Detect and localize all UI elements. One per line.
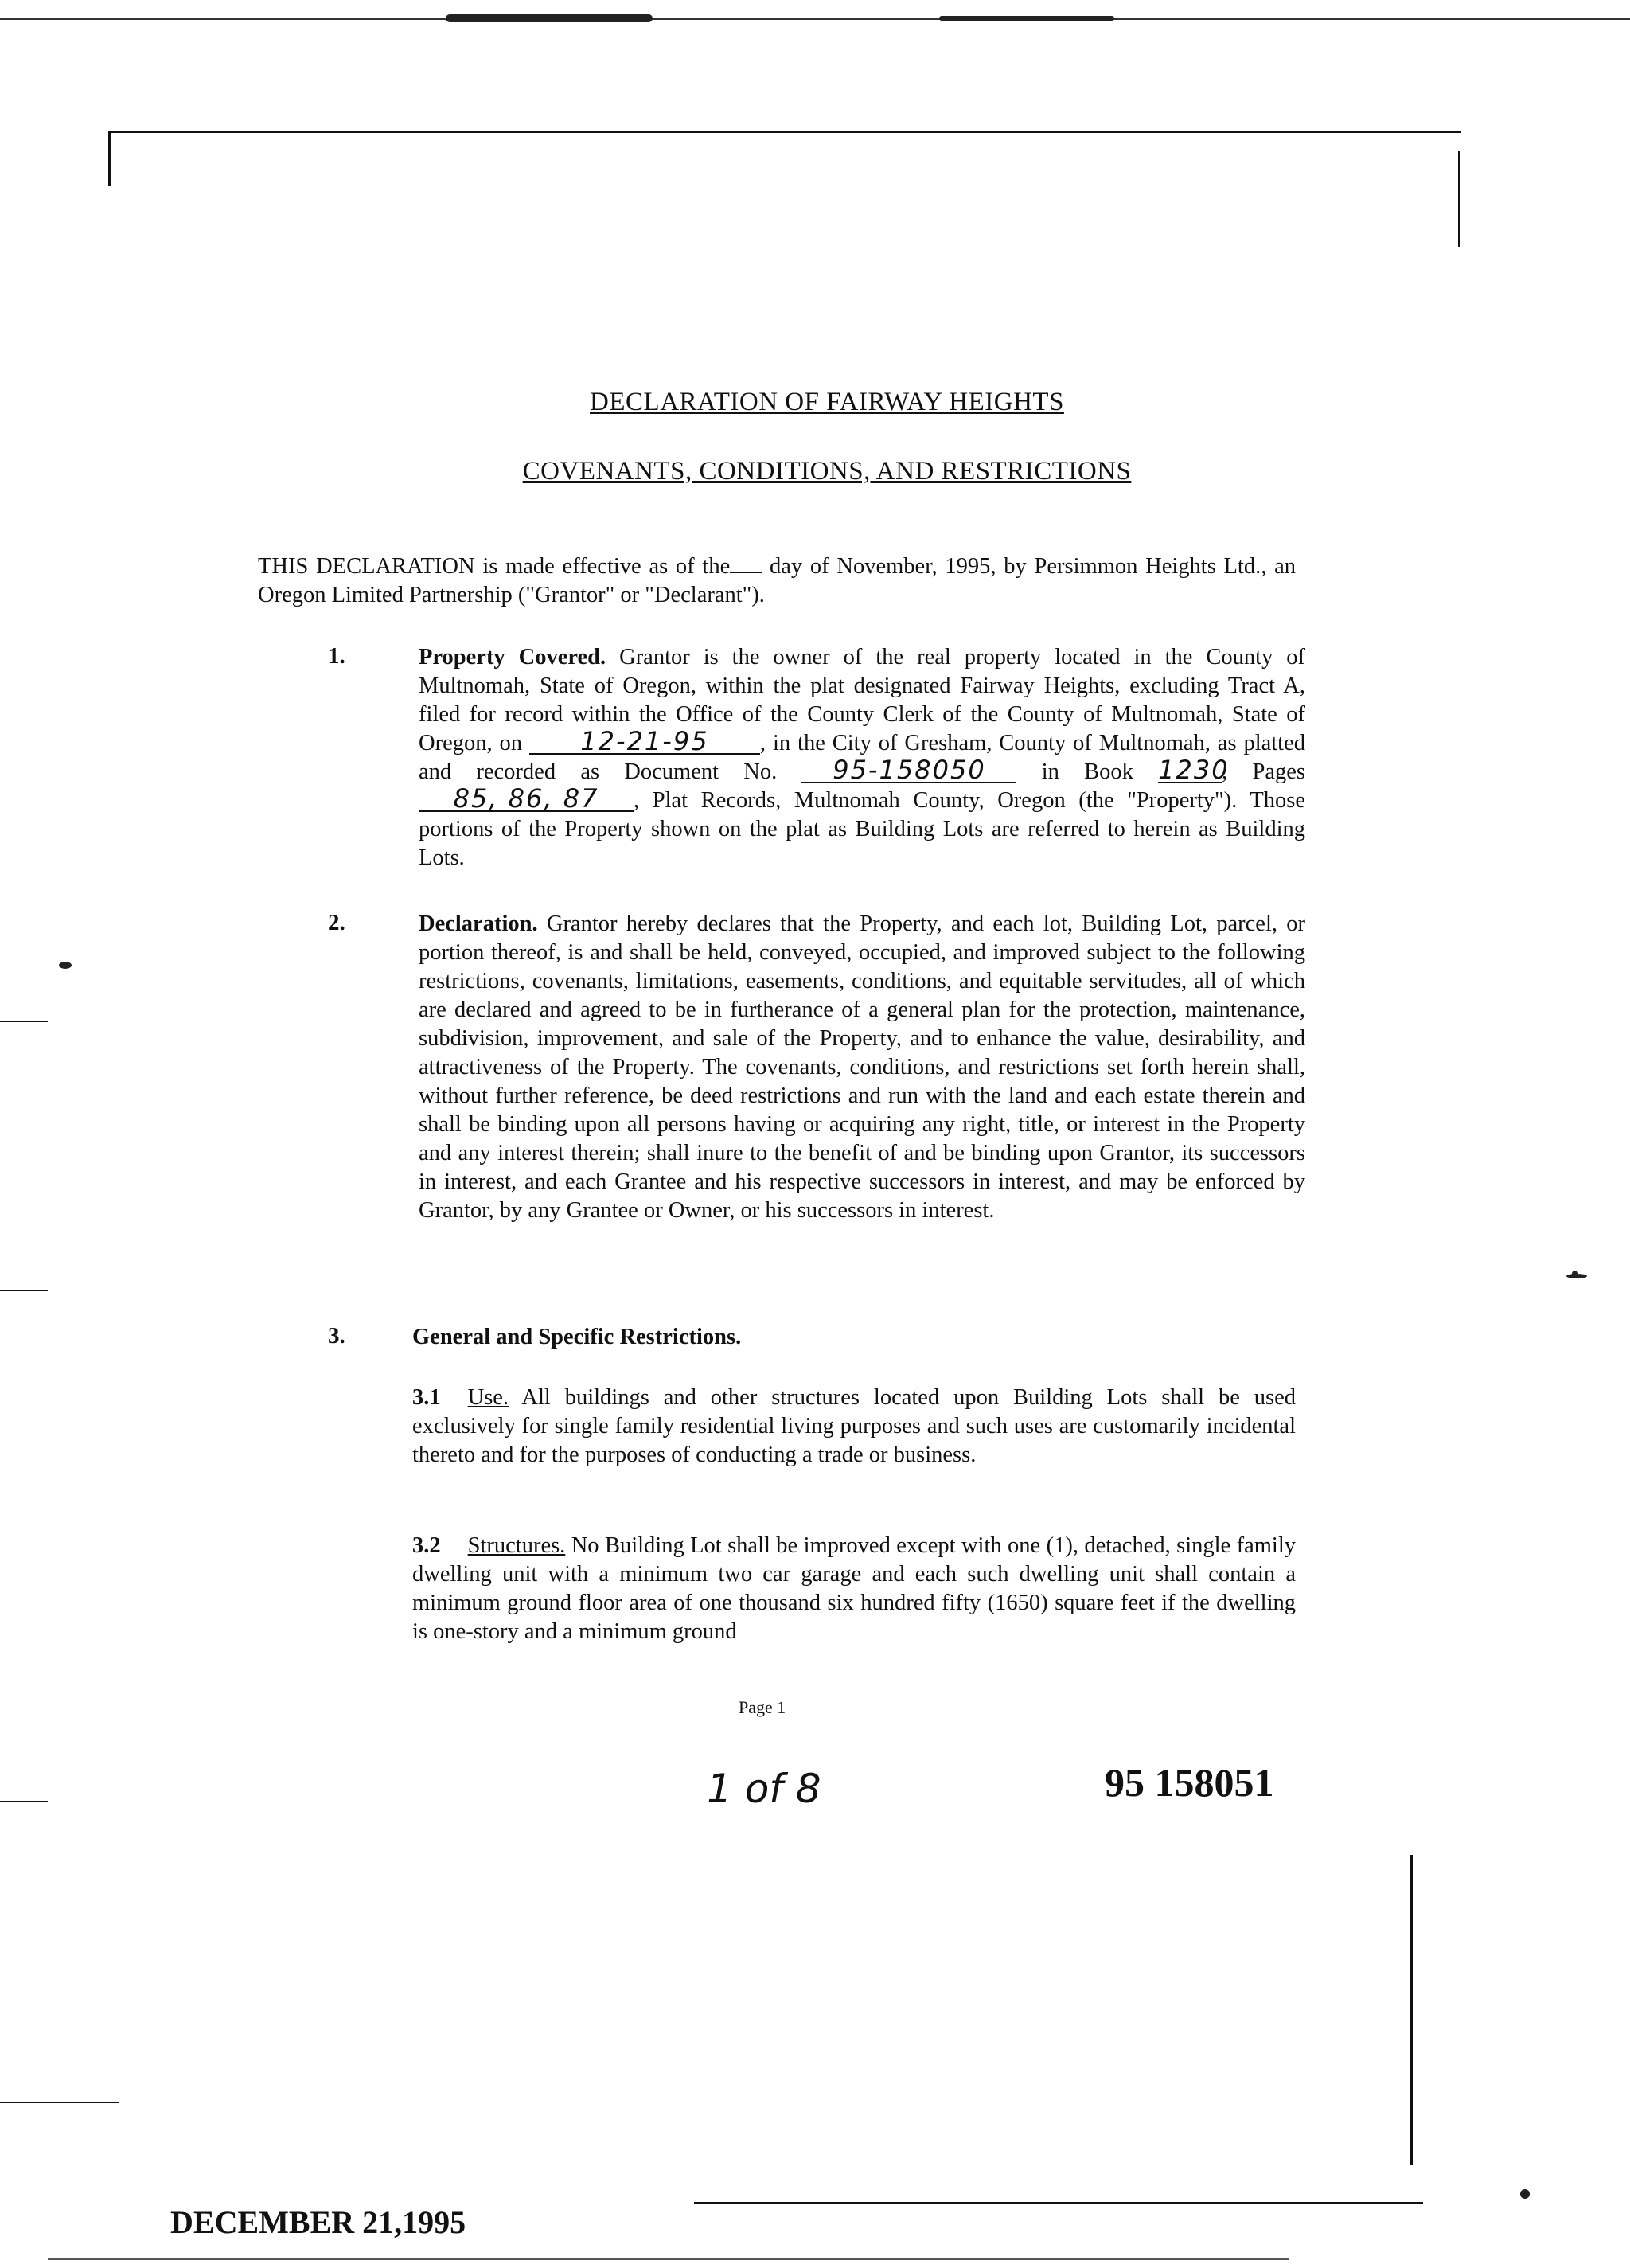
page-label: Page 1	[739, 1697, 786, 1717]
intro-paragraph	[258, 552, 1296, 610]
frame-left-rule	[108, 131, 111, 186]
section-2-paragraph	[419, 910, 1305, 1225]
section-1-text-c: in Book	[1041, 759, 1133, 784]
top-scan-smudge	[446, 14, 653, 22]
document-title: DECLARATION OF FAIRWAY HEIGHTS	[590, 388, 1064, 416]
top-scan-edge	[0, 18, 1630, 20]
section-2-number: 2.	[328, 910, 345, 935]
section-1-paragraph	[419, 643, 1305, 872]
frame-lower-right-rule	[1410, 1855, 1413, 2165]
section-3-heading: General and Specific Restrictions.	[412, 1325, 742, 1349]
frame-bottom-rule	[694, 2202, 1423, 2204]
section-1-heading: Property Covered.	[419, 645, 606, 669]
handwritten-record-date: 12-21-95	[529, 729, 760, 755]
section-3-number: 3.	[328, 1323, 345, 1349]
section-3-1-text: All buildings and other structures located upon Building Lots shall be used exclusively for single family residential living purposes and such uses are customarily incidental thereto and for the purposes of conducting a trade or business.	[412, 1385, 1296, 1467]
handwritten-page-count: 1 of 8	[707, 1766, 821, 1812]
scan-speck	[1520, 2189, 1530, 2199]
section-1-text-b: , in the City of Gresham, County of Multnomah, as platted and recorded as Document No.	[419, 731, 1305, 784]
section-3-1-paragraph	[412, 1384, 1296, 1470]
left-margin-tick-1	[0, 1021, 48, 1022]
left-margin-rule-bottom	[0, 2102, 119, 2103]
intro-text-2: day of November, 1995, by Persimmon Heights Ltd., an Oregon Limited Partnership ("Grantor" or "Declarant").	[258, 554, 1297, 607]
handwritten-document-number: 95-158050	[801, 758, 1016, 783]
section-3-2-number: 3.2	[412, 1533, 441, 1558]
intro-text-1: THIS DECLARATION is made effective as of the	[258, 554, 731, 579]
top-scan-smudge-2	[939, 16, 1114, 21]
section-3-1-number: 3.1	[412, 1385, 441, 1410]
section-1-number: 1.	[328, 643, 345, 669]
left-margin-tick-3	[0, 1801, 48, 1802]
section-3-2-text: No Building Lot shall be improved except with one (1), detached, single family dwelling unit with a minimum two car garage and each such dwelling unit shall contain a minimum ground floor area of one thousand six hundred fifty (1650) square feet if the dwelling is one-story and a minimum ground	[412, 1533, 1296, 1644]
day-blank	[730, 572, 762, 573]
section-2-text: Grantor hereby declares that the Property, and each lot, Building Lot, parcel, or portion thereof, is and shall be held, conveyed, occupied, and improved subject to the following restrictions, covenants, limitations, easements, conditions, and equitable servitudes, all of which are declared and agreed to be in furtherance of a general plan for the protection, maintenance, subdivision, improvement, and sale of the Property, and to enhance the value, desirability, and attractiveness of the Property. The covenants, conditions, and restrictions set forth herein shall, without further reference, be deed restrictions and run with the land and each estate therein and shall be binding upon all persons having or acquiring any right, title, or interest in the Property and any interest therein; shall inure to the benefit of and be binding upon Grantor, its successors in interest, and each Grantee and his respective successors in interest, and may be enforced by Grantor, by any Grantee or Owner, or his successors in interest.	[419, 911, 1306, 1223]
section-3-2-paragraph	[412, 1532, 1296, 1646]
frame-right-rule	[1458, 151, 1460, 247]
section-1-text-e: , Plat Records, Multnomah County, Oregon (the "Property"). Those portions of the Property shown on the plat as Building Lots are referred to herein as Building Lots.	[419, 788, 1305, 870]
section-1-text-d: , Pages	[1222, 759, 1305, 784]
section-1-text-a: Grantor is the owner of the real property located in the County of Multnomah, State of Oregon, within the plat designated Fairway Heights, excluding Tract A, filed for record within the Office of the County Clerk of the County of Multnomah, State of Oregon, on	[419, 645, 1306, 755]
section-2-heading: Declaration.	[419, 911, 538, 936]
bottom-scan-edge	[48, 2258, 1289, 2260]
recording-date-stamp: DECEMBER 21,1995	[170, 2204, 466, 2240]
handwritten-page-numbers: 85, 86, 87	[419, 787, 634, 812]
section-3-2-heading: Structures.	[467, 1533, 566, 1558]
frame-top-rule	[108, 131, 1461, 133]
recording-number: 95 158051	[1105, 1760, 1274, 1805]
scan-speck	[1572, 1271, 1578, 1277]
section-3-1-heading: Use.	[467, 1385, 509, 1410]
handwritten-book-number: 1230	[1158, 755, 1230, 785]
document-subtitle: COVENANTS, CONDITIONS, AND RESTRICTIONS	[522, 457, 1132, 486]
scan-speck	[59, 962, 72, 969]
left-margin-tick-2	[0, 1290, 48, 1291]
